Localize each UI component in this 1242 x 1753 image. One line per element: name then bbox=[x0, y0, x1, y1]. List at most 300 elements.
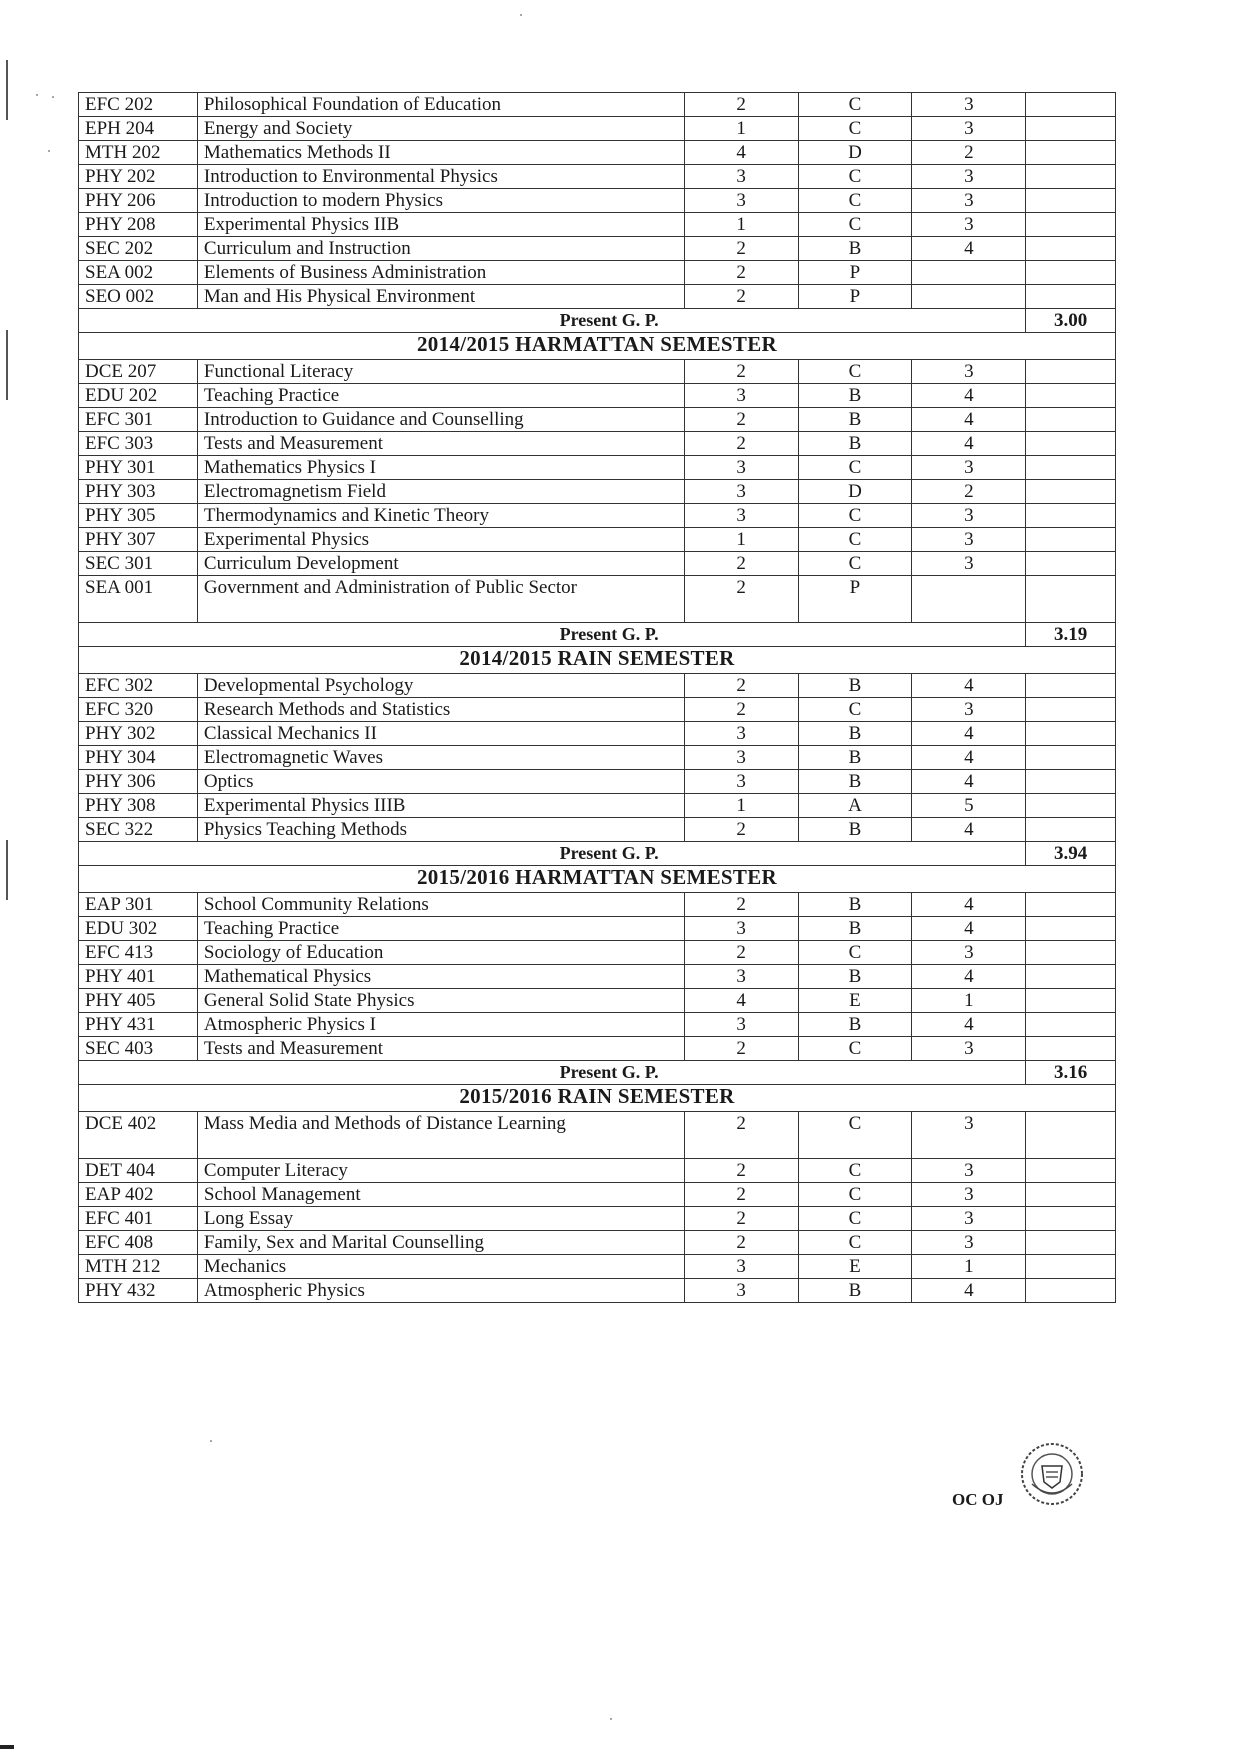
course-row bbox=[79, 432, 1116, 456]
grade-point bbox=[912, 285, 1026, 309]
course-code: PHY 405 bbox=[79, 989, 198, 1013]
course-unit: 2 bbox=[684, 285, 798, 309]
present-gp-value: 3.16 bbox=[1026, 1061, 1116, 1085]
course-grade: P bbox=[798, 576, 912, 623]
grade-point bbox=[912, 261, 1026, 285]
course-row bbox=[79, 552, 1116, 576]
course-code: PHY 306 bbox=[79, 770, 198, 794]
course-unit: 3 bbox=[684, 770, 798, 794]
course-grade: C bbox=[798, 1037, 912, 1061]
course-grade: B bbox=[798, 1279, 912, 1303]
course-code: PHY 307 bbox=[79, 528, 198, 552]
course-code: EFC 320 bbox=[79, 698, 198, 722]
course-unit: 3 bbox=[684, 1013, 798, 1037]
course-title: Atmospheric Physics I bbox=[197, 1013, 684, 1037]
course-grade: A bbox=[798, 794, 912, 818]
gp-cell-empty bbox=[1026, 93, 1116, 117]
course-unit: 2 bbox=[684, 1183, 798, 1207]
grade-point: 3 bbox=[912, 117, 1026, 141]
grade-point: 3 bbox=[912, 1037, 1026, 1061]
course-grade: C bbox=[798, 1112, 912, 1159]
course-grade: C bbox=[798, 528, 912, 552]
course-title: Computer Literacy bbox=[197, 1159, 684, 1183]
grade-table-sheet bbox=[78, 92, 1116, 1303]
course-title: Introduction to modern Physics bbox=[197, 189, 684, 213]
grade-point: 3 bbox=[912, 504, 1026, 528]
gp-cell-empty bbox=[1026, 384, 1116, 408]
course-unit: 2 bbox=[684, 941, 798, 965]
grade-point: 4 bbox=[912, 746, 1026, 770]
course-unit: 4 bbox=[684, 141, 798, 165]
gp-cell-empty bbox=[1026, 504, 1116, 528]
gp-cell-empty bbox=[1026, 528, 1116, 552]
gp-cell-empty bbox=[1026, 261, 1116, 285]
course-row bbox=[79, 165, 1116, 189]
course-row bbox=[79, 408, 1116, 432]
course-row bbox=[79, 1255, 1116, 1279]
course-row bbox=[79, 237, 1116, 261]
course-code: PHY 302 bbox=[79, 722, 198, 746]
gp-cell-empty bbox=[1026, 1037, 1116, 1061]
course-unit: 2 bbox=[684, 674, 798, 698]
gp-cell-empty bbox=[1026, 117, 1116, 141]
course-grade: C bbox=[798, 117, 912, 141]
course-title: Family, Sex and Marital Counselling bbox=[197, 1231, 684, 1255]
course-title: Mechanics bbox=[197, 1255, 684, 1279]
course-row bbox=[79, 893, 1116, 917]
course-row bbox=[79, 1159, 1116, 1183]
bottom-edge-mark bbox=[0, 1745, 14, 1749]
course-grade: C bbox=[798, 165, 912, 189]
signature-initials: OC OJ bbox=[952, 1490, 1004, 1509]
course-code: MTH 212 bbox=[79, 1255, 198, 1279]
course-unit: 1 bbox=[684, 528, 798, 552]
gp-cell-empty bbox=[1026, 480, 1116, 504]
gp-cell-empty bbox=[1026, 917, 1116, 941]
grade-point: 4 bbox=[912, 408, 1026, 432]
course-row bbox=[79, 93, 1116, 117]
semester-heading: 2014/2015 HARMATTAN SEMESTER bbox=[79, 333, 1116, 360]
gp-cell-empty bbox=[1026, 1207, 1116, 1231]
course-grade: C bbox=[798, 1231, 912, 1255]
course-row bbox=[79, 1231, 1116, 1255]
gp-cell-empty bbox=[1026, 360, 1116, 384]
grade-point: 1 bbox=[912, 1255, 1026, 1279]
grade-point: 3 bbox=[912, 552, 1026, 576]
grade-point: 4 bbox=[912, 770, 1026, 794]
gp-cell-empty bbox=[1026, 1255, 1116, 1279]
grade-point: 2 bbox=[912, 480, 1026, 504]
grade-point: 4 bbox=[912, 384, 1026, 408]
grade-point: 2 bbox=[912, 141, 1026, 165]
present-gp-row bbox=[79, 1061, 1116, 1085]
course-title: Experimental Physics IIB bbox=[197, 213, 684, 237]
course-grade: C bbox=[798, 360, 912, 384]
gp-cell-empty bbox=[1026, 674, 1116, 698]
course-title: Long Essay bbox=[197, 1207, 684, 1231]
present-gp-row bbox=[79, 309, 1116, 333]
gp-cell-empty bbox=[1026, 1013, 1116, 1037]
gp-cell-empty bbox=[1026, 1231, 1116, 1255]
course-title: School Management bbox=[197, 1183, 684, 1207]
grade-point: 3 bbox=[912, 456, 1026, 480]
course-grade: B bbox=[798, 432, 912, 456]
gp-cell-empty bbox=[1026, 408, 1116, 432]
course-title: Government and Administration of Public Sector bbox=[197, 576, 684, 623]
course-title: Mathematical Physics bbox=[197, 965, 684, 989]
course-unit: 2 bbox=[684, 360, 798, 384]
course-row bbox=[79, 989, 1116, 1013]
course-grade: C bbox=[798, 552, 912, 576]
course-unit: 2 bbox=[684, 1159, 798, 1183]
course-unit: 3 bbox=[684, 384, 798, 408]
course-code: SEA 002 bbox=[79, 261, 198, 285]
semester-heading: 2015/2016 HARMATTAN SEMESTER bbox=[79, 866, 1116, 893]
course-code: PHY 202 bbox=[79, 165, 198, 189]
grade-point: 4 bbox=[912, 965, 1026, 989]
course-unit: 2 bbox=[684, 237, 798, 261]
grade-point: 3 bbox=[912, 1112, 1026, 1159]
gp-cell-empty bbox=[1026, 189, 1116, 213]
grade-point: 1 bbox=[912, 989, 1026, 1013]
course-title: Philosophical Foundation of Education bbox=[197, 93, 684, 117]
gp-cell-empty bbox=[1026, 818, 1116, 842]
course-title: Teaching Practice bbox=[197, 917, 684, 941]
gp-cell-empty bbox=[1026, 213, 1116, 237]
course-row bbox=[79, 1037, 1116, 1061]
semester-heading-row bbox=[79, 333, 1116, 360]
course-unit: 3 bbox=[684, 917, 798, 941]
course-code: SEC 202 bbox=[79, 237, 198, 261]
course-code: PHY 432 bbox=[79, 1279, 198, 1303]
grade-point: 4 bbox=[912, 818, 1026, 842]
gp-cell-empty bbox=[1026, 432, 1116, 456]
course-grade: B bbox=[798, 384, 912, 408]
course-unit: 4 bbox=[684, 989, 798, 1013]
course-row bbox=[79, 965, 1116, 989]
gp-cell-empty bbox=[1026, 552, 1116, 576]
course-title: Sociology of Education bbox=[197, 941, 684, 965]
grade-point: 3 bbox=[912, 360, 1026, 384]
gp-cell-empty bbox=[1026, 1112, 1116, 1159]
course-code: PHY 303 bbox=[79, 480, 198, 504]
course-grade: B bbox=[798, 770, 912, 794]
course-title: Physics Teaching Methods bbox=[197, 818, 684, 842]
course-title: Introduction to Guidance and Counselling bbox=[197, 408, 684, 432]
gp-cell-empty bbox=[1026, 1159, 1116, 1183]
course-unit: 3 bbox=[684, 1279, 798, 1303]
course-code: PHY 308 bbox=[79, 794, 198, 818]
course-title: Functional Literacy bbox=[197, 360, 684, 384]
gp-cell-empty bbox=[1026, 722, 1116, 746]
present-gp-row bbox=[79, 623, 1116, 647]
course-code: PHY 401 bbox=[79, 965, 198, 989]
course-code: EAP 301 bbox=[79, 893, 198, 917]
course-title: School Community Relations bbox=[197, 893, 684, 917]
gp-cell-empty bbox=[1026, 1183, 1116, 1207]
course-unit: 3 bbox=[684, 189, 798, 213]
course-grade: C bbox=[798, 698, 912, 722]
gp-cell-empty bbox=[1026, 165, 1116, 189]
course-title: Curriculum Development bbox=[197, 552, 684, 576]
course-unit: 2 bbox=[684, 432, 798, 456]
course-grade: C bbox=[798, 504, 912, 528]
course-title: Curriculum and Instruction bbox=[197, 237, 684, 261]
course-row bbox=[79, 576, 1116, 623]
course-row bbox=[79, 285, 1116, 309]
course-grade: C bbox=[798, 1183, 912, 1207]
grade-point: 3 bbox=[912, 1159, 1026, 1183]
gp-cell-empty bbox=[1026, 941, 1116, 965]
course-row bbox=[79, 1013, 1116, 1037]
course-code: PHY 301 bbox=[79, 456, 198, 480]
course-unit: 2 bbox=[684, 408, 798, 432]
course-grade: C bbox=[798, 456, 912, 480]
grade-point: 4 bbox=[912, 1279, 1026, 1303]
course-unit: 3 bbox=[684, 1255, 798, 1279]
course-title: Elements of Business Administration bbox=[197, 261, 684, 285]
course-unit: 3 bbox=[684, 504, 798, 528]
semester-heading: 2015/2016 RAIN SEMESTER bbox=[79, 1085, 1116, 1112]
course-code: SEC 322 bbox=[79, 818, 198, 842]
course-unit: 2 bbox=[684, 1037, 798, 1061]
semester-heading-row bbox=[79, 1085, 1116, 1112]
gp-cell-empty bbox=[1026, 1279, 1116, 1303]
present-gp-value: 3.00 bbox=[1026, 309, 1116, 333]
course-row bbox=[79, 189, 1116, 213]
course-unit: 3 bbox=[684, 746, 798, 770]
course-unit: 1 bbox=[684, 794, 798, 818]
gp-cell-empty bbox=[1026, 965, 1116, 989]
grade-point: 4 bbox=[912, 722, 1026, 746]
course-title: Experimental Physics IIIB bbox=[197, 794, 684, 818]
semester-heading-row bbox=[79, 647, 1116, 674]
gp-cell-empty bbox=[1026, 770, 1116, 794]
course-code: EFC 401 bbox=[79, 1207, 198, 1231]
gp-cell-empty bbox=[1026, 746, 1116, 770]
course-row bbox=[79, 504, 1116, 528]
course-code: SEC 301 bbox=[79, 552, 198, 576]
course-row bbox=[79, 141, 1116, 165]
present-gp-label: Present G. P. bbox=[79, 309, 1026, 333]
course-row bbox=[79, 1183, 1116, 1207]
course-unit: 3 bbox=[684, 456, 798, 480]
course-code: DCE 402 bbox=[79, 1112, 198, 1159]
course-title: Experimental Physics bbox=[197, 528, 684, 552]
course-title: Thermodynamics and Kinetic Theory bbox=[197, 504, 684, 528]
course-row bbox=[79, 722, 1116, 746]
course-unit: 2 bbox=[684, 1231, 798, 1255]
course-title: Mathematics Physics I bbox=[197, 456, 684, 480]
left-margin-line bbox=[6, 330, 8, 400]
grade-point: 3 bbox=[912, 1207, 1026, 1231]
course-code: SEA 001 bbox=[79, 576, 198, 623]
course-grade: B bbox=[798, 408, 912, 432]
course-row bbox=[79, 480, 1116, 504]
grade-point: 3 bbox=[912, 941, 1026, 965]
course-grade: E bbox=[798, 989, 912, 1013]
semester-heading-row bbox=[79, 866, 1116, 893]
course-unit: 3 bbox=[684, 480, 798, 504]
course-grade: B bbox=[798, 893, 912, 917]
gp-cell-empty bbox=[1026, 576, 1116, 623]
course-code: EFC 303 bbox=[79, 432, 198, 456]
course-grade: B bbox=[798, 722, 912, 746]
grade-point bbox=[912, 576, 1026, 623]
grade-point: 4 bbox=[912, 1013, 1026, 1037]
course-grade: B bbox=[798, 746, 912, 770]
course-code: PHY 305 bbox=[79, 504, 198, 528]
course-code: MTH 202 bbox=[79, 141, 198, 165]
course-row bbox=[79, 528, 1116, 552]
course-row bbox=[79, 456, 1116, 480]
course-row bbox=[79, 794, 1116, 818]
course-title: Introduction to Environmental Physics bbox=[197, 165, 684, 189]
course-unit: 2 bbox=[684, 552, 798, 576]
course-code: EFC 413 bbox=[79, 941, 198, 965]
seal-stamp-icon bbox=[1018, 1440, 1086, 1508]
course-title: Atmospheric Physics bbox=[197, 1279, 684, 1303]
course-code: EAP 402 bbox=[79, 1183, 198, 1207]
course-row bbox=[79, 917, 1116, 941]
course-row bbox=[79, 746, 1116, 770]
course-code: EPH 204 bbox=[79, 117, 198, 141]
grade-point: 3 bbox=[912, 165, 1026, 189]
course-row bbox=[79, 941, 1116, 965]
gp-cell-empty bbox=[1026, 285, 1116, 309]
course-grade: P bbox=[798, 261, 912, 285]
course-grade: B bbox=[798, 917, 912, 941]
present-gp-value: 3.19 bbox=[1026, 623, 1116, 647]
course-title: Tests and Measurement bbox=[197, 432, 684, 456]
grade-point: 3 bbox=[912, 698, 1026, 722]
course-unit: 3 bbox=[684, 722, 798, 746]
left-margin-line bbox=[6, 60, 8, 120]
present-gp-row bbox=[79, 842, 1116, 866]
course-code: EFC 301 bbox=[79, 408, 198, 432]
course-unit: 2 bbox=[684, 1112, 798, 1159]
semester-heading: 2014/2015 RAIN SEMESTER bbox=[79, 647, 1116, 674]
course-grade: C bbox=[798, 189, 912, 213]
course-row bbox=[79, 674, 1116, 698]
course-unit: 2 bbox=[684, 698, 798, 722]
course-code: PHY 206 bbox=[79, 189, 198, 213]
course-grade: B bbox=[798, 237, 912, 261]
grade-point: 3 bbox=[912, 213, 1026, 237]
course-grade: D bbox=[798, 480, 912, 504]
course-row bbox=[79, 1279, 1116, 1303]
course-title: Developmental Psychology bbox=[197, 674, 684, 698]
grade-point: 4 bbox=[912, 432, 1026, 456]
course-code: PHY 208 bbox=[79, 213, 198, 237]
course-row bbox=[79, 117, 1116, 141]
grade-point: 4 bbox=[912, 893, 1026, 917]
course-grade: E bbox=[798, 1255, 912, 1279]
course-grade: P bbox=[798, 285, 912, 309]
gp-cell-empty bbox=[1026, 237, 1116, 261]
gp-cell-empty bbox=[1026, 989, 1116, 1013]
course-row bbox=[79, 261, 1116, 285]
gp-cell-empty bbox=[1026, 893, 1116, 917]
gp-cell-empty bbox=[1026, 794, 1116, 818]
course-code: EFC 302 bbox=[79, 674, 198, 698]
gp-cell-empty bbox=[1026, 698, 1116, 722]
course-grade: B bbox=[798, 965, 912, 989]
course-row bbox=[79, 384, 1116, 408]
course-title: Research Methods and Statistics bbox=[197, 698, 684, 722]
present-gp-label: Present G. P. bbox=[79, 842, 1026, 866]
course-grade: B bbox=[798, 1013, 912, 1037]
left-margin-line bbox=[6, 840, 8, 900]
course-row bbox=[79, 213, 1116, 237]
course-code: DCE 207 bbox=[79, 360, 198, 384]
course-code: SEO 002 bbox=[79, 285, 198, 309]
course-title: Electromagnetic Waves bbox=[197, 746, 684, 770]
gp-cell-empty bbox=[1026, 141, 1116, 165]
grade-table bbox=[78, 92, 1116, 1303]
grade-point: 4 bbox=[912, 237, 1026, 261]
present-gp-value: 3.94 bbox=[1026, 842, 1116, 866]
course-title: Teaching Practice bbox=[197, 384, 684, 408]
course-row bbox=[79, 770, 1116, 794]
course-code: EDU 302 bbox=[79, 917, 198, 941]
course-code: EDU 202 bbox=[79, 384, 198, 408]
course-title: Mathematics Methods II bbox=[197, 141, 684, 165]
course-grade: B bbox=[798, 674, 912, 698]
grade-point: 5 bbox=[912, 794, 1026, 818]
course-unit: 2 bbox=[684, 93, 798, 117]
course-row bbox=[79, 1112, 1116, 1159]
grade-point: 3 bbox=[912, 528, 1026, 552]
course-unit: 2 bbox=[684, 576, 798, 623]
course-grade: D bbox=[798, 141, 912, 165]
present-gp-label: Present G. P. bbox=[79, 623, 1026, 647]
course-grade: C bbox=[798, 941, 912, 965]
course-title: Mass Media and Methods of Distance Learning bbox=[197, 1112, 684, 1159]
course-code: PHY 304 bbox=[79, 746, 198, 770]
course-title: Optics bbox=[197, 770, 684, 794]
course-row bbox=[79, 818, 1116, 842]
course-unit: 1 bbox=[684, 117, 798, 141]
course-grade: B bbox=[798, 818, 912, 842]
course-unit: 3 bbox=[684, 165, 798, 189]
course-title: Man and His Physical Environment bbox=[197, 285, 684, 309]
course-grade: C bbox=[798, 1207, 912, 1231]
present-gp-label: Present G. P. bbox=[79, 1061, 1026, 1085]
course-grade: C bbox=[798, 213, 912, 237]
grade-point: 3 bbox=[912, 93, 1026, 117]
course-unit: 2 bbox=[684, 1207, 798, 1231]
course-title: Energy and Society bbox=[197, 117, 684, 141]
course-code: EFC 408 bbox=[79, 1231, 198, 1255]
course-grade: C bbox=[798, 93, 912, 117]
grade-point: 3 bbox=[912, 189, 1026, 213]
gp-cell-empty bbox=[1026, 456, 1116, 480]
grade-point: 4 bbox=[912, 674, 1026, 698]
course-code: PHY 431 bbox=[79, 1013, 198, 1037]
course-code: SEC 403 bbox=[79, 1037, 198, 1061]
course-title: Tests and Measurement bbox=[197, 1037, 684, 1061]
grade-point: 3 bbox=[912, 1183, 1026, 1207]
course-unit: 2 bbox=[684, 261, 798, 285]
course-row bbox=[79, 698, 1116, 722]
grade-point: 3 bbox=[912, 1231, 1026, 1255]
course-title: Classical Mechanics II bbox=[197, 722, 684, 746]
grade-point: 4 bbox=[912, 917, 1026, 941]
course-code: DET 404 bbox=[79, 1159, 198, 1183]
course-title: Electromagnetism Field bbox=[197, 480, 684, 504]
course-unit: 2 bbox=[684, 818, 798, 842]
